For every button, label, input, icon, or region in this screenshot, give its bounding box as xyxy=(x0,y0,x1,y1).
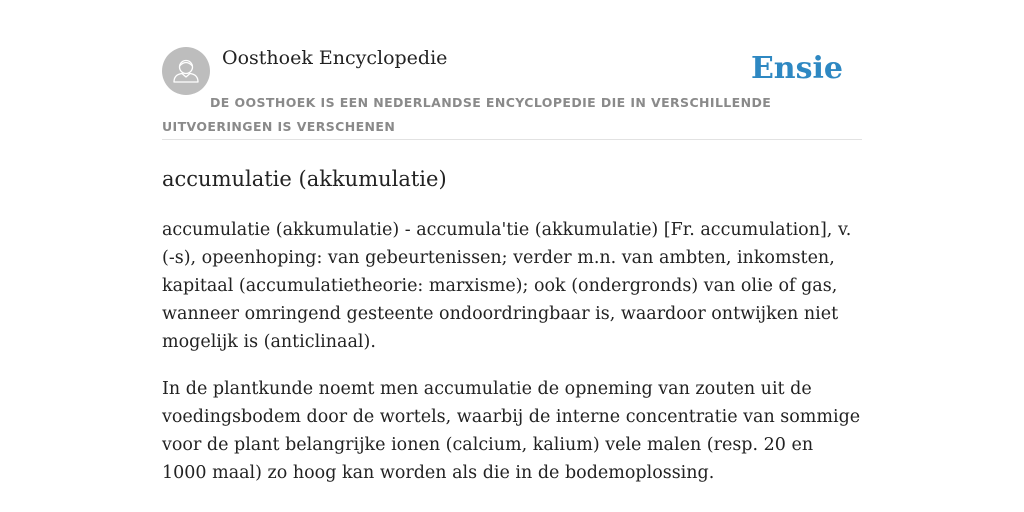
article-paragraph: In de plantkunde noemt men accumulatie de opneming van zouten uit de voedingsbodem door de wortels, waarbij de interne concentratie van sommige voor de plant belangrijke ionen (calcium, kalium) vele malen (resp. 20 en 1000 maal) zo hoog kan worden als die in de bodemoplossing. xyxy=(162,379,861,483)
article-paragraph: accumulatie (akkumulatie) - accumula'tie (akkumulatie) [Fr. accumulation], v. (-s), opeenhoping: van gebeurtenissen; verder m.n. van ambten, inkomsten, kapitaal (accumulatietheorie: marxisme); ook (ondergronds) van olie of gas, wanneer omringend gesteente ondoordringbaar is, waardoor ontwijken niet mogelijk is (anticlinaal). xyxy=(162,220,852,352)
site-tagline: DE OOSTHOEK IS EEN NEDERLANDSE ENCYCLOPEDIE DIE IN VERSCHILLENDE UITVOERINGEN IS VERSCHENEN xyxy=(162,95,772,134)
article-title: accumulatie (akkumulatie) xyxy=(162,167,447,191)
site-header xyxy=(162,46,862,140)
user-icon xyxy=(162,47,210,95)
avatar[interactable] xyxy=(162,47,210,95)
article-body xyxy=(162,216,862,506)
site-name[interactable]: Oosthoek Encyclopedie xyxy=(222,47,448,69)
brand-logo[interactable]: Ensie xyxy=(750,51,843,86)
